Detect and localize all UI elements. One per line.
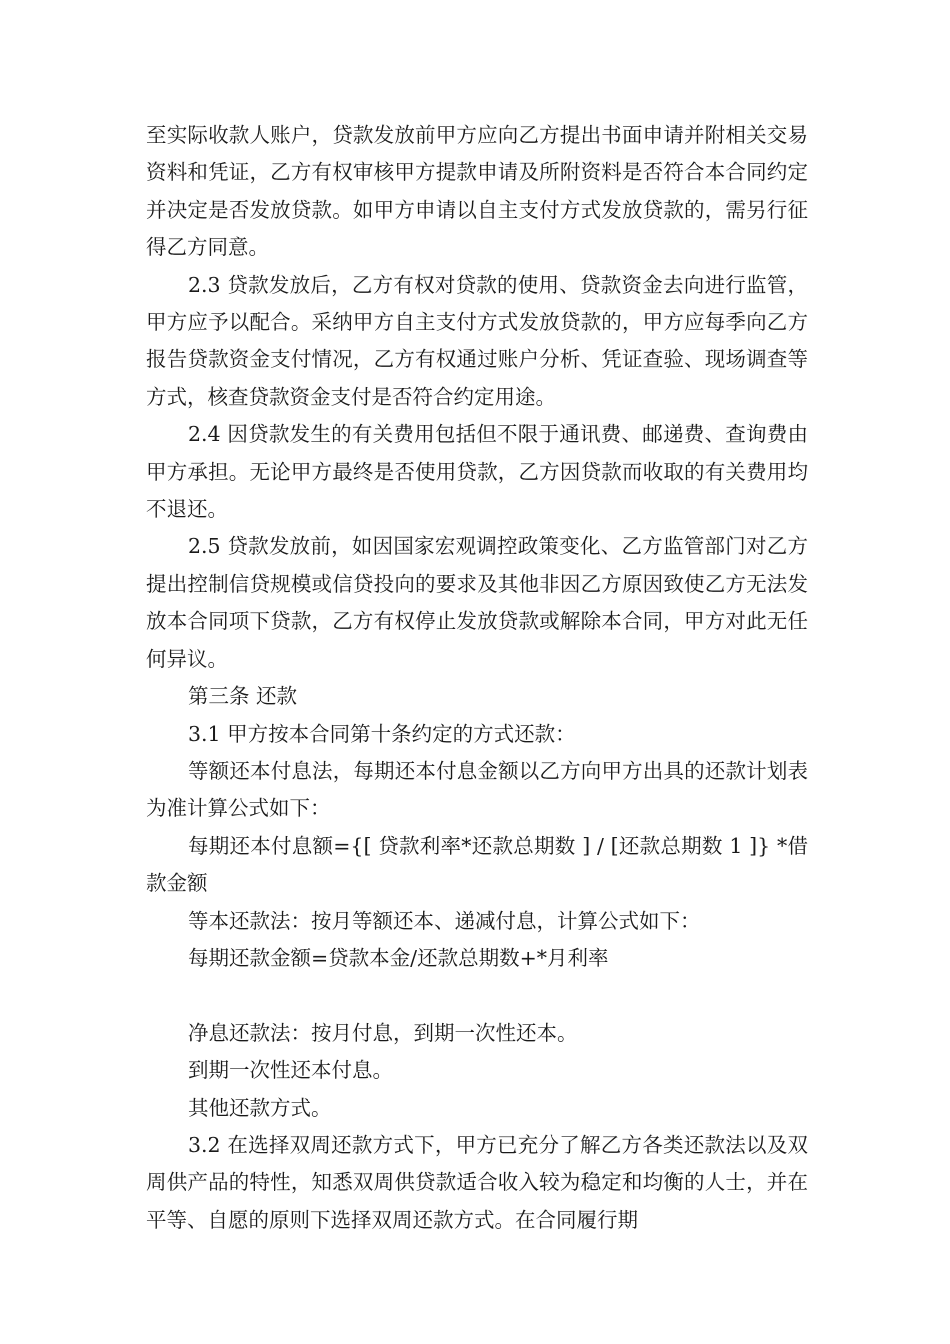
paragraph-other-methods: 其他还款方式。 (188, 1095, 332, 1120)
blank-line (146, 977, 808, 1014)
formula-equal-principal: 每期还款金额=贷款本金/还款总期数+*月利率 (188, 945, 609, 970)
paragraph-continuation: 至实际收款人账户，贷款发放前甲方应向乙方提出书面申请并附相关交易资料和凭证，乙方有权审核甲方提款申请及所附资料是否符合本合同约定并决定是否发放贷款。如甲方申请以自主支付方式发放贷款的，需另行征得乙方同意。 (146, 123, 808, 260)
document-body (146, 117, 808, 1239)
paragraph-bullet-repayment: 到期一次性还本付息。 (188, 1058, 393, 1083)
paragraph-interest-only: 净息还款法：按月付息，到期一次性还本。 (188, 1020, 578, 1045)
paragraph-equal-installment: 等额还本付息法，每期还本付息金额以乙方向甲方出具的还款计划表为准计算公式如下： (146, 758, 808, 821)
paragraph-2-4: 2.4 因贷款发生的有关费用包括但不限于通讯费、邮递费、查询费由甲方承担。无论甲方最终是否使用贷款，乙方因贷款而收取的有关费用均不退还。 (146, 422, 808, 522)
paragraph-equal-principal: 等本还款法：按月等额还本、递减付息，计算公式如下： (188, 908, 701, 933)
formula-equal-installment: 每期还本付息额={[ 贷款利率*还款总期数 ] / [还款总期数 1 ]} *借款金额 (146, 833, 808, 896)
article-3-heading: 第三条 还款 (188, 684, 298, 709)
paragraph-2-3: 2.3 贷款发放后，乙方有权对贷款的使用、贷款资金去向进行监管，甲方应予以配合。采纳甲方自主支付方式发放贷款的，甲方应每季向乙方报告贷款资金支付情况，乙方有权通过账户分析、凭证查验、现场调查等方式，核查贷款资金支付是否符合约定用途。 (146, 272, 808, 409)
paragraph-3-1: 3.1 甲方按本合同第十条约定的方式还款： (188, 721, 576, 746)
paragraph-2-5: 2.5 贷款发放前，如因国家宏观调控政策变化、乙方监管部门对乙方提出控制信贷规模或信贷投向的要求及其他非因乙方原因致使乙方无法发放本合同项下贷款，乙方有权停止发放贷款或解除本合同，甲方对此无任何异议。 (146, 534, 808, 671)
paragraph-3-2: 3.2 在选择双周还款方式下，甲方已充分了解乙方各类还款法以及双周供产品的特性，知悉双周供贷款适合收入较为稳定和均衡的人士，并在平等、自愿的原则下选择双周还款方式。在合同履行期 (146, 1132, 808, 1232)
